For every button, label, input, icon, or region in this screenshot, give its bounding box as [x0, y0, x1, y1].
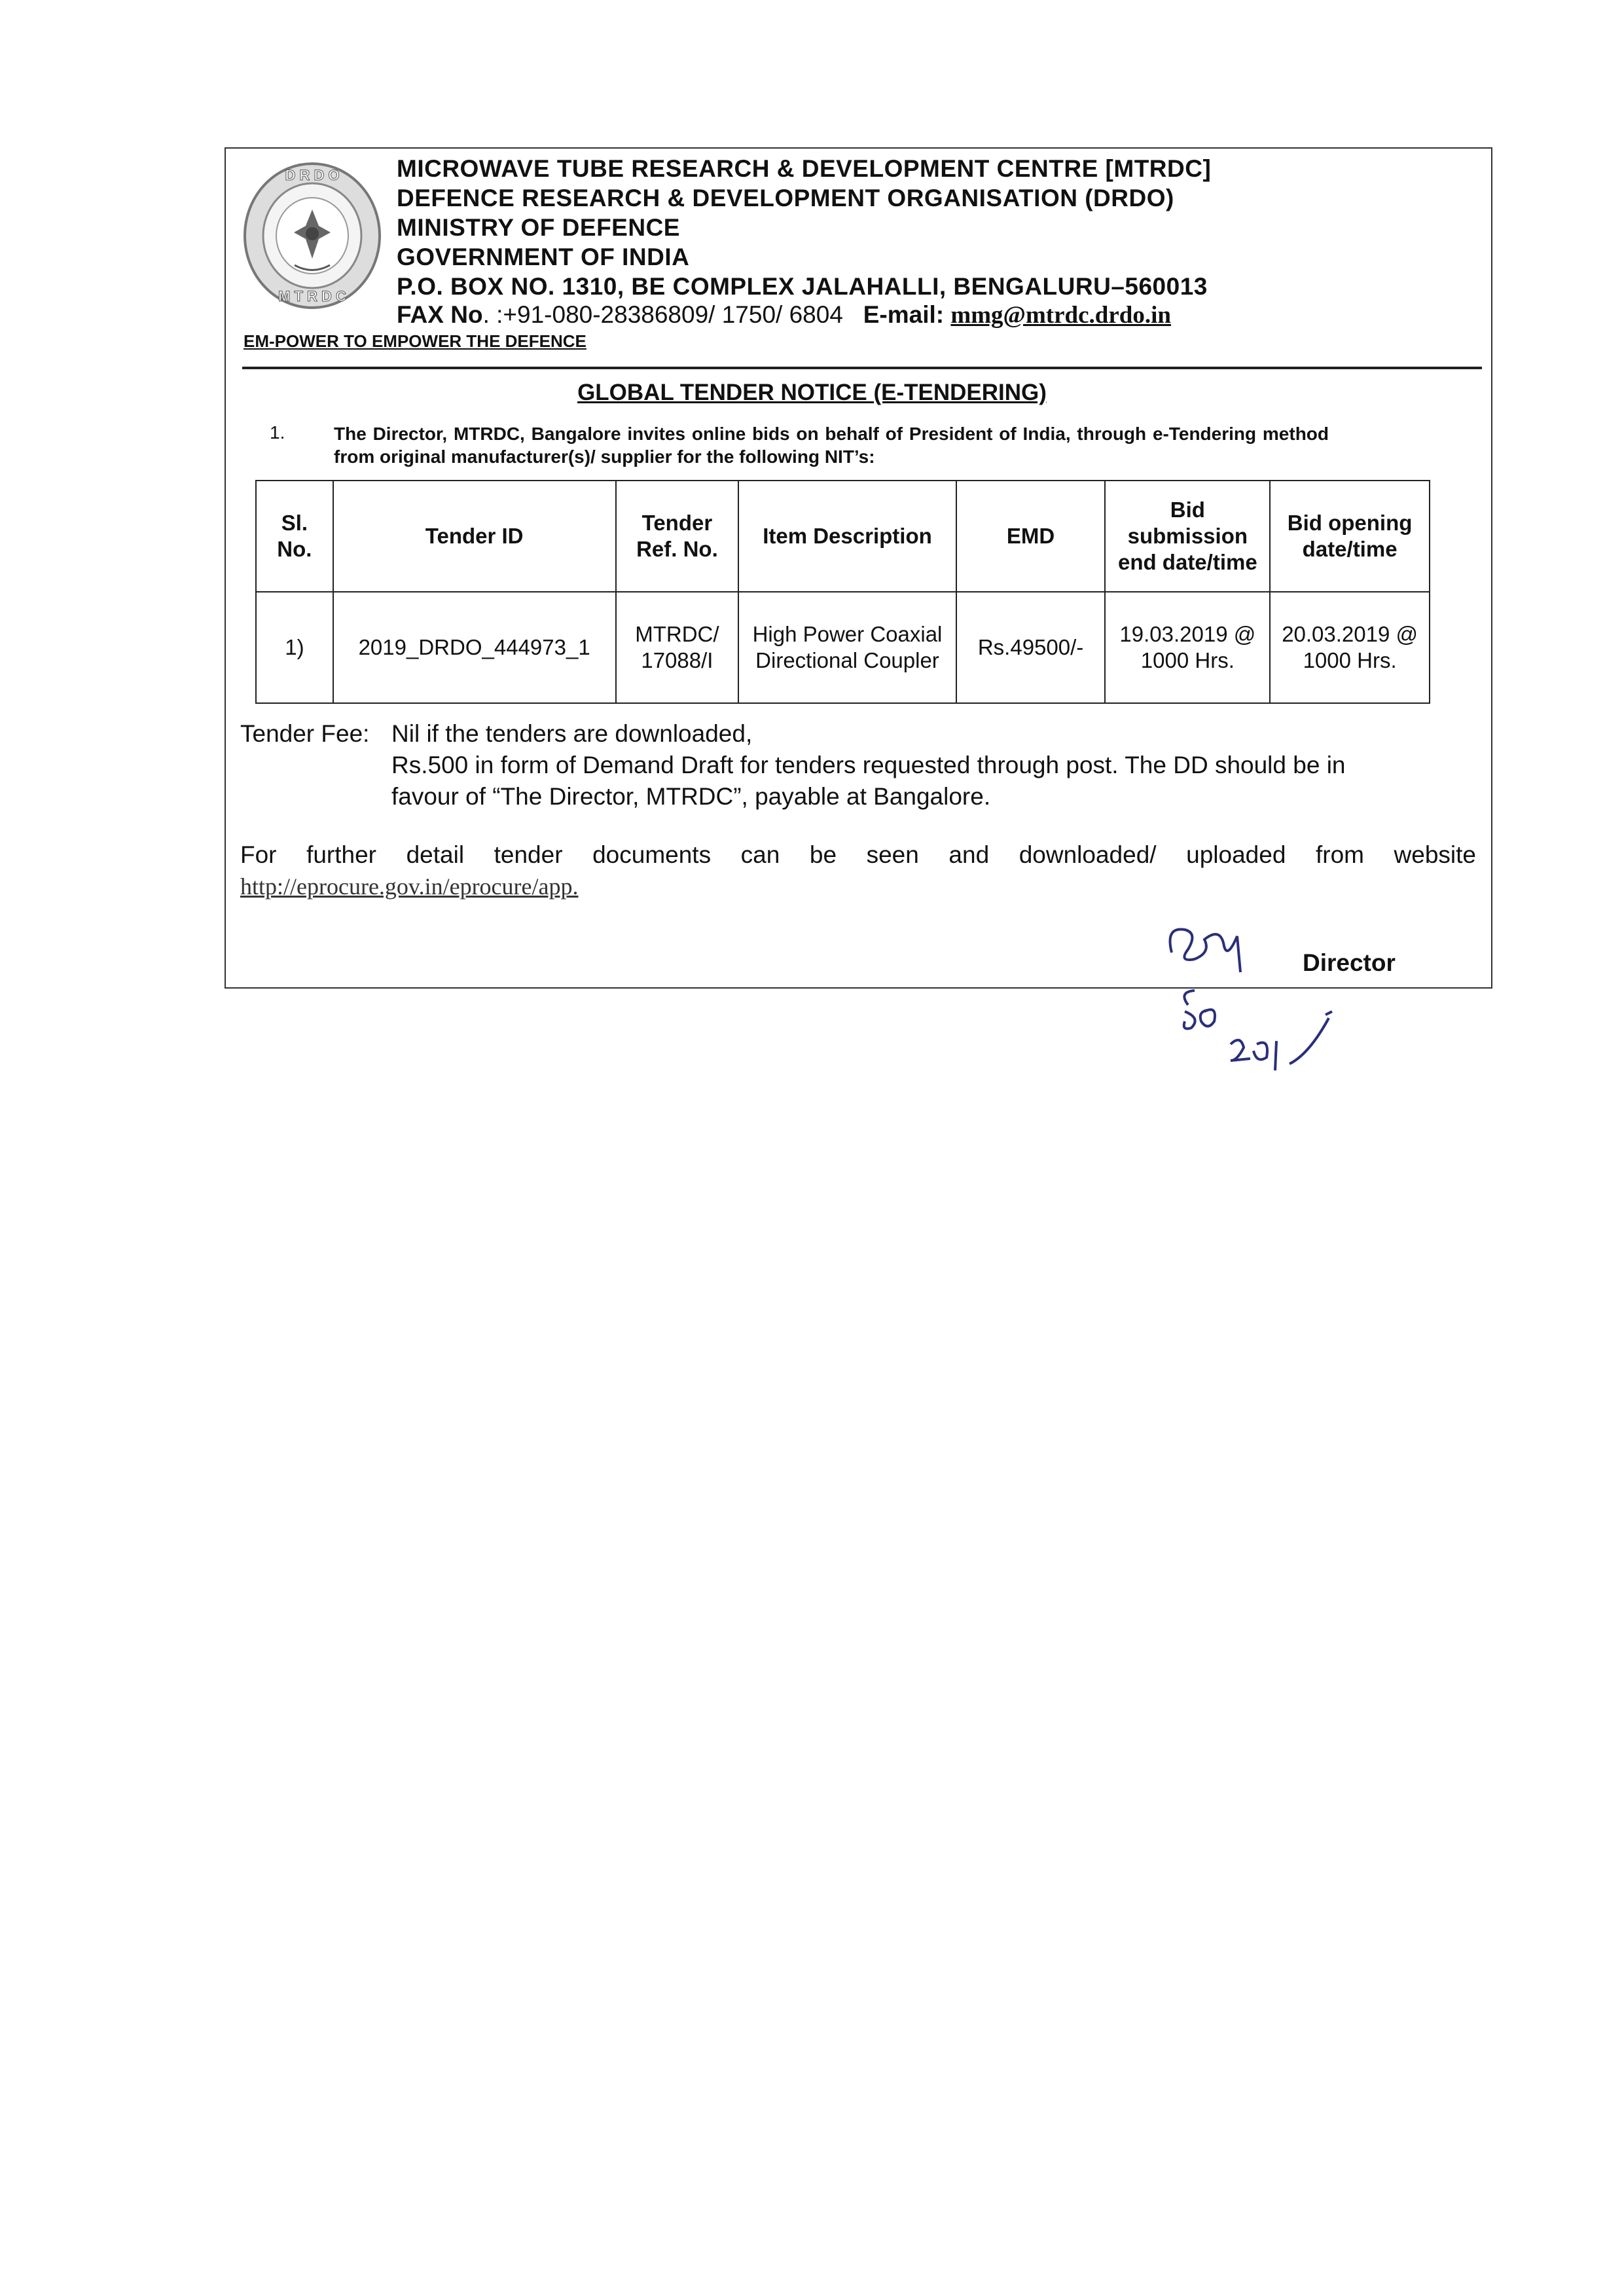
header-bid-opening: Bid opening date/time — [1270, 481, 1430, 592]
motto: EM-POWER TO EMPOWER THE DEFENCE — [244, 331, 586, 351]
notice-title: GLOBAL TENDER NOTICE (E-TENDERING) — [577, 380, 1047, 405]
table-row — [256, 592, 1430, 703]
header-org-line: MICROWAVE TUBE RESEARCH & DEVELOPMENT CENTRE [MTRDC] — [397, 155, 1212, 182]
tender-fee-line-1: Nil if the tenders are downloaded, — [391, 720, 753, 747]
header-sl-no: Sl. No. — [256, 481, 333, 592]
header-bid-submission: Bid submission end date/time — [1105, 481, 1270, 592]
email-link[interactable]: mmg@mtrdc.drdo.in — [950, 302, 1171, 329]
header-ref-no: Tender Ref. No. — [616, 481, 739, 592]
fax-label: FAX No — [397, 301, 483, 328]
emblem-bottom-text: M T R D C — [278, 288, 346, 304]
header-item-description: Item Description — [738, 481, 956, 592]
header-tender-id: Tender ID — [333, 481, 616, 592]
cell-sl-no: 1) — [256, 592, 333, 703]
header-government-line: GOVERNMENT OF INDIA — [397, 244, 690, 270]
header-ministry-line: MINISTRY OF DEFENCE — [397, 214, 680, 241]
tender-fee-line-3: favour of “The Director, MTRDC”, payable at Bangalore. — [391, 783, 991, 810]
header-drdo-line: DEFENCE RESEARCH & DEVELOPMENT ORGANISATION (DRDO) — [397, 185, 1174, 211]
header-emd: EMD — [956, 481, 1106, 592]
cell-bid-opening: 20.03.2019 @ 1000 Hrs. — [1270, 592, 1430, 703]
cell-ref-no: MTRDC/ 17088/I — [616, 592, 739, 703]
fax-number: . :+91-080-28386809/ 1750/ 6804 — [482, 301, 843, 328]
email-label: E-mail: — [863, 301, 945, 328]
cell-tender-id: 2019_DRDO_444973_1 — [333, 592, 616, 703]
table-header-row — [256, 481, 1430, 592]
drdo-emblem-icon — [242, 160, 383, 311]
header-divider — [242, 367, 1482, 369]
paragraph-number: 1. — [270, 422, 285, 443]
cell-bid-submission: 19.03.2019 @ 1000 Hrs. — [1105, 592, 1270, 703]
eprocure-link[interactable]: http://eprocure.gov.in/eprocure/app. — [240, 873, 579, 900]
tender-table — [255, 480, 1430, 704]
further-details-text: For further detail tender documents can be seen and downloaded/ uploaded from website — [240, 841, 1476, 868]
cell-item-description: High Power Coaxial Directional Coupler — [738, 592, 956, 703]
tender-fee-line-2: Rs.500 in form of Demand Draft for tenders requested through post. The DD should be in — [391, 752, 1346, 778]
tender-fee-label: Tender Fee: — [240, 720, 370, 747]
header-contact-line — [397, 301, 1171, 329]
cell-emd: Rs.49500/- — [956, 592, 1106, 703]
notice-paragraph: The Director, MTRDC, Bangalore invites online bids on behalf of President of India, through e-Tendering method from original manufacturer(s)/ supplier for the following NIT’s: — [334, 424, 1329, 467]
handwritten-signature — [1159, 913, 1355, 1097]
director-title: Director — [1303, 949, 1396, 976]
header-address-line: P.O. BOX NO. 1310, BE COMPLEX JALAHALLI, BENGALURU–560013 — [397, 273, 1208, 300]
emblem-top-text: D R D O — [285, 167, 340, 183]
